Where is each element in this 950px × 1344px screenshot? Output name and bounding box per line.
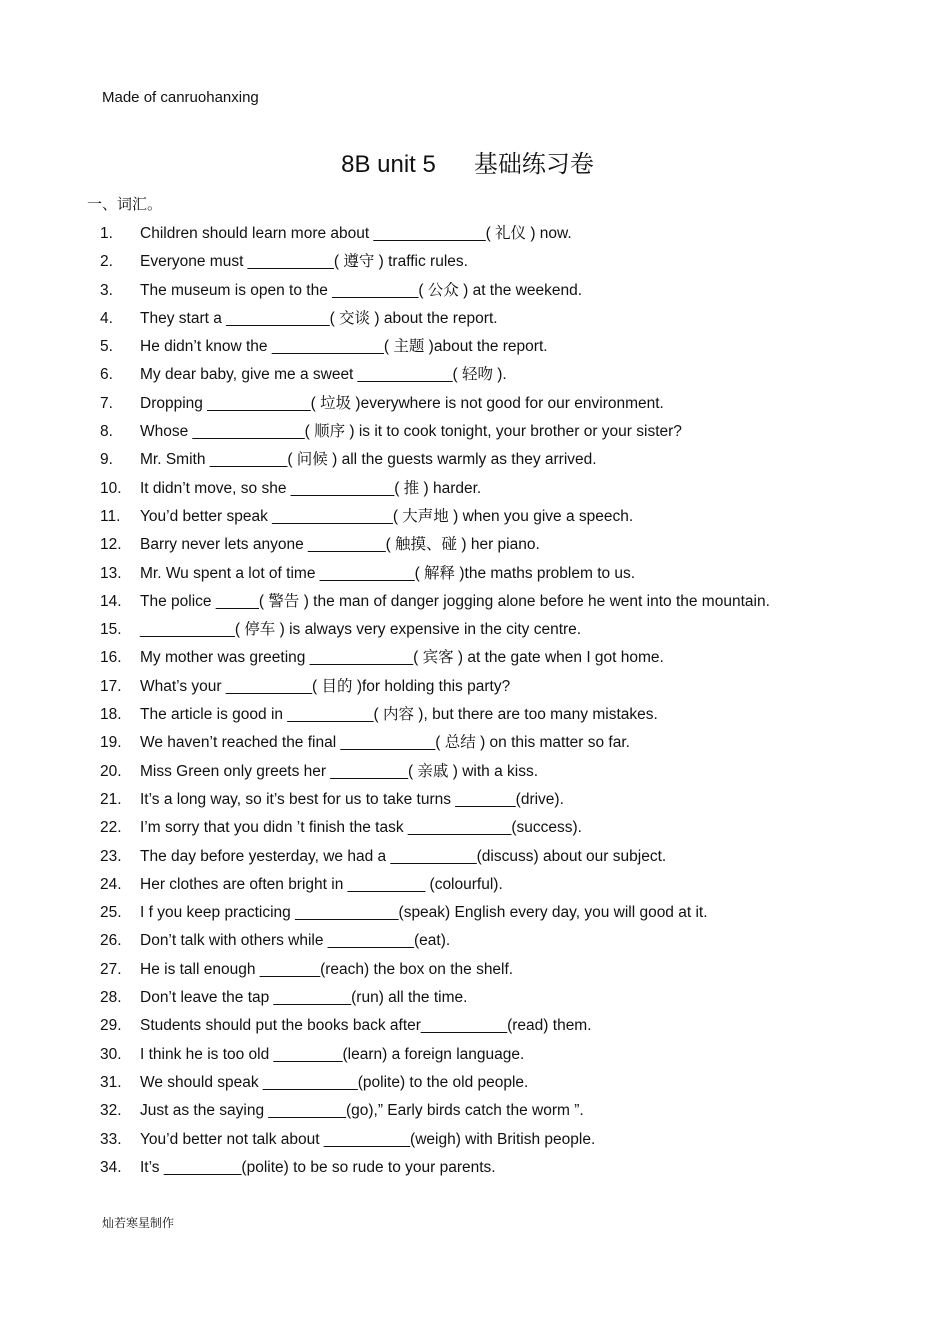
exercise-number: 20. (100, 762, 122, 780)
exercise-text: He didn’t know the _____________( 主题 )about the report. (140, 338, 548, 356)
exercise-text: We haven’t reached the final ___________( 总结 ) on this matter so far. (140, 734, 630, 752)
exercise-item (100, 843, 880, 871)
exercise-text: Her clothes are often bright in _________ (colourful). (140, 875, 503, 893)
exercise-item (100, 984, 880, 1012)
exercise-item (100, 673, 880, 701)
exercise-number: 10. (100, 479, 122, 497)
exercise-number: 11. (100, 507, 121, 525)
exercise-number: 19. (100, 734, 122, 752)
exercise-text: The police _____( 警告 ) the man of danger jogging alone before he went into the mountain. (140, 592, 770, 610)
exercise-text: Mr. Smith _________( 问候 ) all the guests warmly as they arrived. (140, 451, 597, 469)
exercise-number: 25. (100, 904, 122, 922)
exercise-number: 13. (100, 564, 122, 582)
exercise-number: 6. (100, 366, 113, 384)
title-unit: 8B unit 5 (341, 151, 436, 178)
exercise-number: 14. (100, 592, 122, 610)
exercise-item (100, 361, 880, 389)
exercise-item (100, 475, 880, 503)
exercise-number: 30. (100, 1045, 122, 1063)
exercise-number: 1. (100, 225, 113, 242)
exercise-number: 33. (100, 1130, 122, 1148)
title-subtitle: 基础练习卷 (473, 151, 594, 178)
exercise-item (100, 1126, 880, 1154)
exercise-text: The day before yesterday, we had a __________(discuss) about our subject. (140, 847, 667, 865)
exercise-text: I think he is too old ________(learn) a foreign language. (140, 1045, 525, 1063)
exercise-text: I f you keep practicing ____________(speak) English every day, you will good at it. (140, 904, 708, 922)
header-text: Made of canruohanxing (102, 89, 259, 106)
exercise-text: They start a ____________( 交谈 ) about the report. (140, 309, 498, 327)
exercise-number: 26. (100, 932, 122, 950)
exercise-number: 23. (100, 847, 122, 865)
exercise-number: 2. (100, 253, 113, 271)
exercise-text: It’s a long way, so it’s best for us to take turns _______(drive). (140, 790, 564, 808)
exercise-number: 31. (100, 1073, 122, 1091)
exercise-number: 34. (100, 1158, 122, 1176)
exercise-number: 21. (100, 790, 122, 808)
exercise-item (100, 503, 880, 531)
exercise-item (100, 418, 880, 446)
exercise-item (100, 220, 880, 248)
exercise-number: 16. (100, 649, 122, 667)
exercise-number: 22. (100, 819, 122, 837)
exercise-number: 9. (100, 451, 113, 469)
exercise-item (100, 786, 880, 814)
exercise-item (100, 729, 880, 757)
exercise-item (100, 814, 880, 842)
exercise-item (100, 927, 880, 955)
exercise-item (100, 588, 880, 616)
exercise-number: 4. (100, 309, 113, 327)
exercise-text: Miss Green only greets her _________( 亲戚 ) with a kiss. (140, 762, 539, 780)
exercise-number: 29. (100, 1017, 122, 1035)
exercise-item (100, 531, 880, 559)
exercise-text: Dropping ____________( 垃圾 )everywhere is not good for our environment. (140, 394, 664, 412)
exercise-text: Children should learn more about _____________( 礼仪 ) now. (140, 225, 572, 242)
exercise-text: My mother was greeting ____________( 宾客 ) at the gate when I got home. (140, 649, 664, 667)
exercise-item (100, 758, 880, 786)
exercise-text: The article is good in __________( 内容 ), but there are too many mistakes. (140, 706, 658, 724)
exercise-item (100, 616, 880, 644)
exercise-number: 28. (100, 989, 122, 1007)
exercise-item (100, 1154, 880, 1182)
exercise-text: You’d better speak ______________( 大声地 ) when you give a speech. (140, 507, 634, 525)
exercise-number: 27. (100, 960, 122, 978)
exercise-number: 24. (100, 875, 122, 893)
page-title (0, 144, 935, 179)
exercise-item (100, 1069, 880, 1097)
exercise-item (100, 1041, 880, 1069)
exercise-text: Whose _____________( 顺序 ) is it to cook tonight, your brother or your sister? (140, 423, 682, 441)
exercise-item (100, 560, 880, 588)
exercise-item (100, 248, 880, 276)
exercise-item (100, 899, 880, 927)
exercise-item (100, 333, 880, 361)
exercise-number: 7. (100, 394, 113, 412)
exercise-item (100, 1097, 880, 1125)
exercise-text: I’m sorry that you didn ’t finish the task ____________(success). (140, 819, 582, 837)
footer-text: 灿若寒星制作 (102, 1216, 175, 1230)
exercise-text: He is tall enough _______(reach) the box on the shelf. (140, 960, 514, 978)
exercise-text: What’s your __________( 目的 )for holding this party? (140, 677, 511, 695)
exercise-text: Just as the saying _________(go),” Early birds catch the worm ”. (140, 1102, 584, 1120)
exercise-item (100, 305, 880, 333)
exercise-list (100, 220, 880, 1182)
exercise-number: 12. (100, 536, 122, 554)
exercise-number: 17. (100, 677, 122, 695)
exercise-item (100, 644, 880, 672)
exercise-text: Everyone must __________( 遵守 ) traffic rules. (140, 253, 468, 271)
exercise-item (100, 390, 880, 418)
exercise-number: 5. (100, 338, 113, 356)
exercise-text: It didn’t move, so she ____________( 推 ) harder. (140, 479, 482, 497)
exercise-item (100, 1012, 880, 1040)
exercise-number: 3. (100, 281, 113, 299)
exercise-text: Barry never lets anyone _________( 触摸、碰 ) her piano. (140, 536, 540, 554)
exercise-item (100, 446, 880, 474)
exercise-number: 32. (100, 1102, 122, 1120)
exercise-text: The museum is open to the __________( 公众 ) at the weekend. (140, 281, 583, 299)
exercise-text: Don’t leave the tap _________(run) all the time. (140, 989, 468, 1007)
exercise-number: 18. (100, 706, 122, 724)
exercise-number: 8. (100, 423, 113, 441)
exercise-text: It’s _________(polite) to be so rude to your parents. (140, 1158, 496, 1176)
exercise-text: We should speak ___________(polite) to the old people. (140, 1073, 529, 1091)
exercise-item (100, 277, 880, 305)
exercise-text: Students should put the books back after__________(read) them. (140, 1017, 592, 1035)
exercise-item (100, 956, 880, 984)
section-heading: 一、词汇。 (87, 195, 163, 213)
exercise-text: Don’t talk with others while __________(eat). (140, 932, 451, 950)
exercise-text: ___________( 停车 ) is always very expensive in the city centre. (140, 621, 582, 639)
exercise-item (100, 701, 880, 729)
exercise-text: You’d better not talk about __________(weigh) with British people. (140, 1130, 596, 1148)
exercise-text: Mr. Wu spent a lot of time ___________( 解释 )the maths problem to us. (140, 564, 636, 582)
exercise-item (100, 871, 880, 899)
exercise-number: 15. (100, 621, 122, 639)
exercise-text: My dear baby, give me a sweet ___________( 轻吻 ). (140, 366, 507, 384)
